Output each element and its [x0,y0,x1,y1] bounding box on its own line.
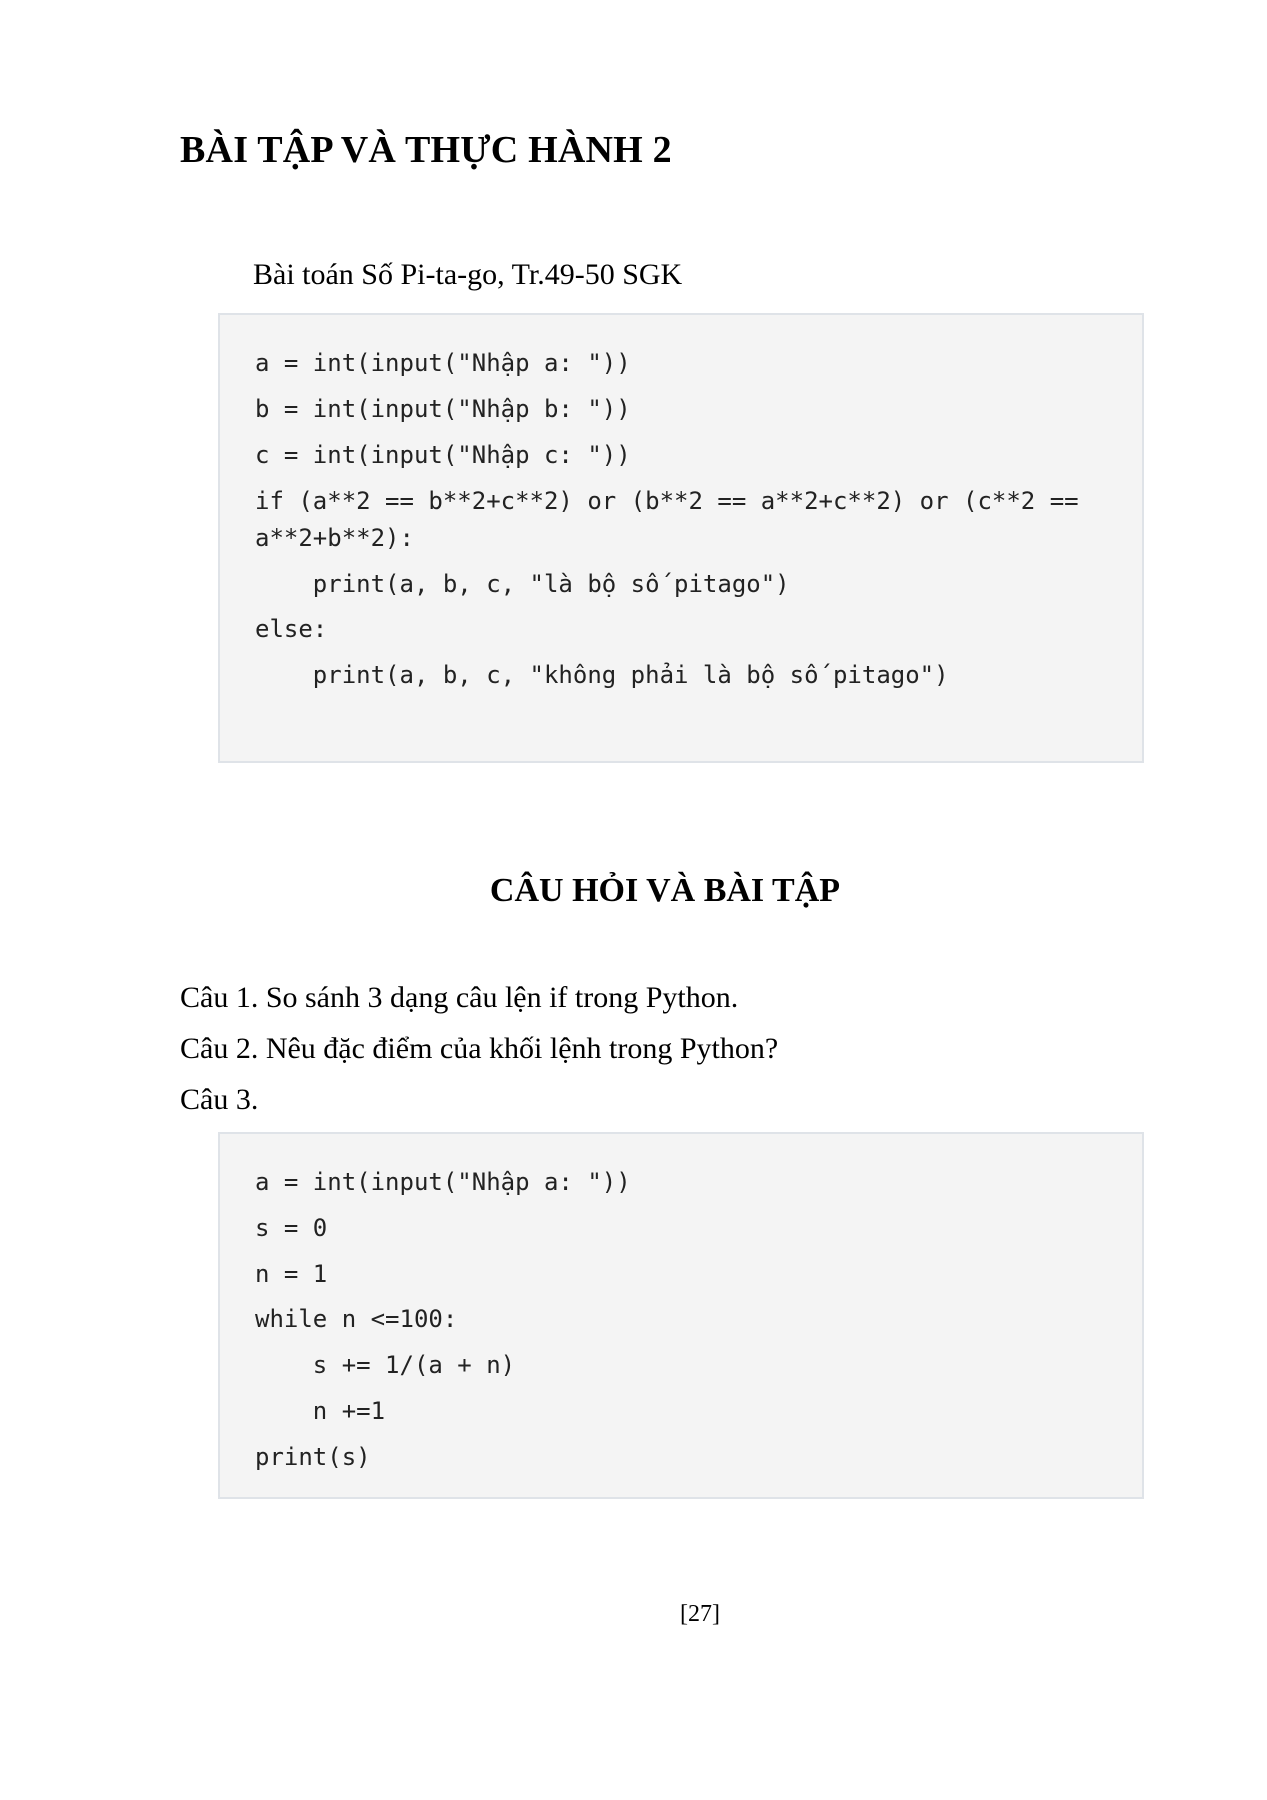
code-line: b = int(input("Nhập b: ")) [255,395,631,423]
page-title: BÀI TẬP VÀ THỰC HÀNH 2 [180,129,672,171]
exercise-subtitle: Bài toán Số Pi-ta-go, Tr.49-50 SGK [253,258,683,291]
code-line: s = 0 [255,1214,328,1242]
code-line: c = int(input("Nhập c: ")) [255,441,631,469]
code-line: a = int(input("Nhập a: ")) [255,1168,631,1196]
code-line: while n <=100: [255,1305,458,1333]
code-line: n +=1 [255,1397,386,1425]
code-line: s += 1/(a + n) [255,1351,516,1379]
code-block-pythagoras [218,313,1144,763]
question-3: Câu 3. [180,1083,259,1116]
code-line: a = int(input("Nhập a: ")) [255,349,631,377]
code-line: print(s) [255,1443,371,1471]
code-block-sum-loop [218,1132,1144,1499]
section-heading: CÂU HỎI VÀ BÀI TẬP [489,872,841,909]
code-line: print(a, b, c, "là bộ số pitago") [255,570,790,598]
page-number: [27] [680,1601,720,1627]
code-line: print(a, b, c, "không phải là bộ số pitago") [255,661,949,689]
question-1: Câu 1. So sánh 3 dạng câu lện if trong Python. [180,981,739,1014]
code-line: else: [255,615,328,643]
code-line: if (a**2 == b**2+c**2) or (b**2 == a**2+c**2) or (c**2 == [255,487,1079,515]
code-line: n = 1 [255,1260,328,1288]
code-line: a**2+b**2): [255,524,414,552]
question-2: Câu 2. Nêu đặc điểm của khối lệnh trong Python? [180,1032,779,1065]
